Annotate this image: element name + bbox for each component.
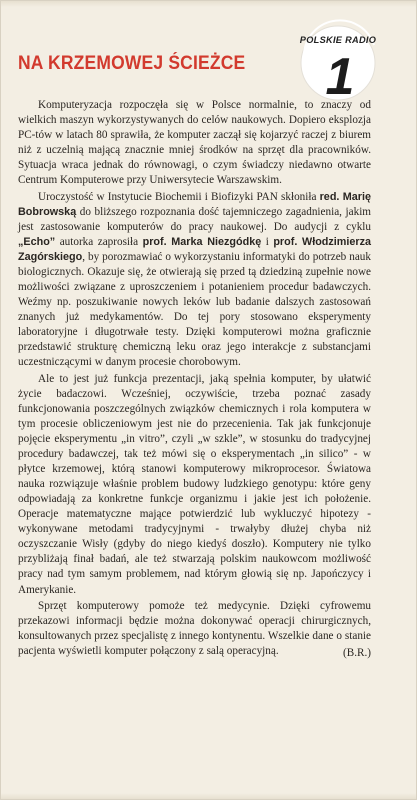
article-body: [18, 98, 371, 661]
article-title: NA KRZEMOWEJ ŚCIEŻCE: [18, 53, 246, 74]
polskie-radio-1-logo: [282, 13, 402, 105]
logo-radio-name: POLSKIE RADIO: [299, 35, 377, 45]
polskie-radio-logo-icon: [282, 13, 402, 105]
bold-name-text: prof. Marka Niezgódkę: [142, 235, 262, 248]
article-paragraph: [18, 190, 371, 371]
paragraph-text: i: [261, 235, 274, 248]
scan-edge-top: [1, 1, 416, 7]
paragraph-text: , by porozmawiać o wykorzystaniu informatyki do potrzeb nauk biologicznych. Okazuje się, że otwierają się przed tą dziedziną zupełnie nowe możliwości związane z uproszczeniem i potanieniem procedur badawczych. Weźmy np. poszukiwanie nowych leków lub badanie dalszych zastosowań znanych już medykamentów. Do tej pory stosowano eksperymenty laboratoryjne i długotrwałe testy. Dzięki komputerowi można graficznie przedstawić strukturę chemiczną leku oraz jego interakcje z substancjami uczestniczącymi w danym procesie chorobowym.: [18, 250, 371, 369]
paragraph-text: do bliższego rozpoznania dość tajemniczego zagadnienia, jakim jest zastosowanie komputerów do pracy naukowej. Do audycji z cyklu: [18, 205, 371, 233]
scan-edge-bottom: [1, 793, 416, 799]
article-paragraphs: [18, 98, 371, 659]
paragraph-text: Uroczystość w Instytucie Biochemii i Biofizyki PAN skłoniła: [38, 190, 320, 203]
article-paragraph: [18, 98, 371, 188]
paragraph-text: autorka zaprosiła: [55, 235, 143, 248]
paragraph-text: Ale to jest już funkcja prezentacji, jaką spełnia komputer, by ułatwić życie badaczowi. Wcześniej, oczywiście, trzeba poznać zasady funkcjonowania poszczególnych związków chemicznych i rola komputera w tym procesie obliczeniowym jest nie do przecenienia. Tak jak funkcjonuje pojęcie eksperymentu „in vitro”, czyli „w szkle”, w stosunku do tradycyjnej procedury badawczej, tak też mówi się o eksperymentach „in silico” - w płytce krzemowej, którą stanowi komputerowy mikroprocesor. Światowa nauka rozwiązuje właśnie problem budowy ludzkiego genotypu: które geny odpowiadają za konkretne funkcje organizmu i jakie jest ich położenie. Operacje matematyczne mające potwierdzić lub wykluczyć hipotezy - wykonywane metodami tradycyjnymi - trwałyby dłużej chyba niż oczyszczanie Wisły (gdyby do niego kiedyś doszło). Komputery nie tylko przybliżają finał badań, ale też stwarzają polskim naukowcom możliwość pracy nad tym samym problemem, nad którym głowią się np. Japończycy i Amerykanie.: [18, 372, 371, 596]
paragraph-text: Komputeryzacja rozpoczęła się w Polsce normalnie, to znaczy od wielkich maszyn wykorzystywanych do celów naukowych. Dopiero eksplozja PC-tów w latach 80 sprawiła, że komputer zaczął się kojarzyć raczej z biurem niż z uczelnią mającą znacznie mniej środków na sprzęt dla pracowników. Sytuacja wraca jednak do równowagi, o czym świadczy niedawno otwarte Centrum Komputerowe przy Uniwersytecie Warszawskim.: [18, 99, 371, 187]
bold-name-text: „Echo”: [18, 235, 56, 248]
paragraph-text: Sprzęt komputerowy pomoże też medycynie. Dzięki cyfrowemu przekazowi informacji będzie można dokonywać operacji chirurgicznych, konsultowanych przez specjalistę z innego kontynentu. Wszelkie dane o stanie pacjenta wyświetli komputer połączony z salą operacyjną.: [18, 600, 371, 658]
article-paragraph: [18, 372, 371, 598]
logo-number: 1: [325, 48, 355, 105]
bold-name-text: red. Marię Bobrowską: [18, 190, 371, 218]
bold-name-text: prof. Włodzimierza Zagórskiego: [18, 235, 372, 263]
author-signature: (B.R.): [343, 646, 371, 659]
